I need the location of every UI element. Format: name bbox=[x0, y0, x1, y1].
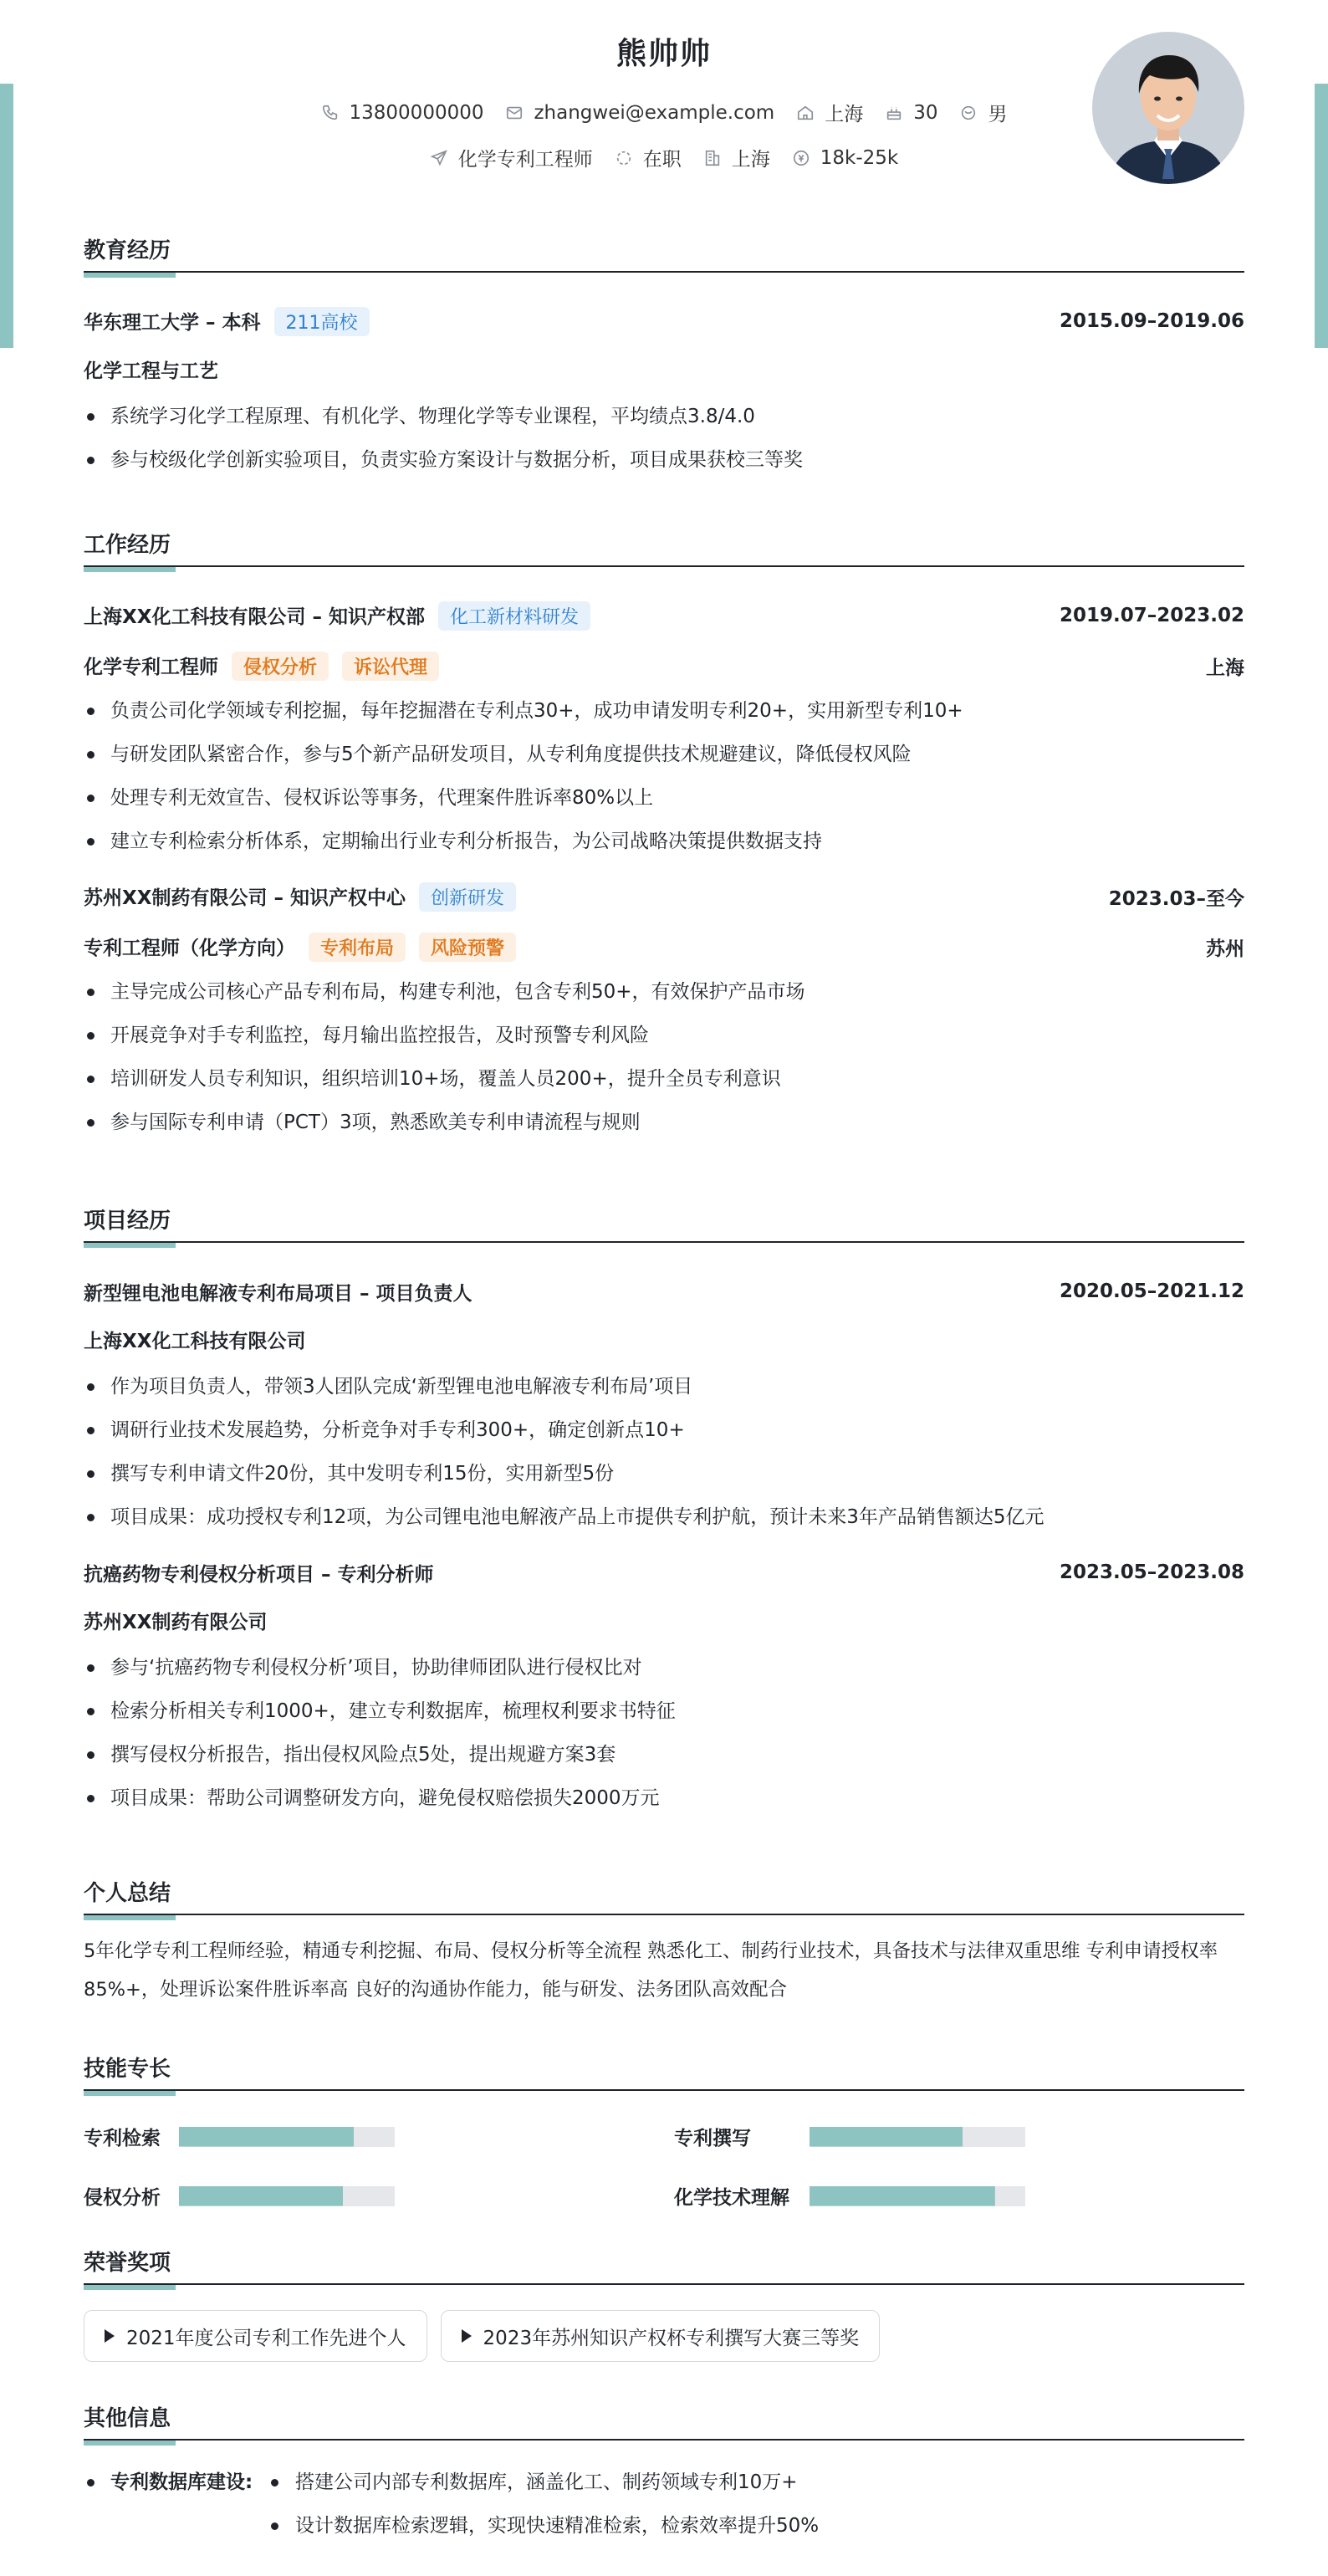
bullet-list bbox=[84, 1646, 1244, 1820]
job-intent-row bbox=[84, 144, 1244, 171]
company-line bbox=[84, 601, 590, 631]
skill-label: 专利检索 bbox=[84, 2128, 161, 2149]
email-icon bbox=[505, 104, 524, 122]
project-company: 上海XX化工科技有限公司 bbox=[84, 1331, 306, 1352]
school-tag: 211高校 bbox=[274, 307, 370, 336]
skill-label: 侵权分析 bbox=[84, 2187, 161, 2209]
salary-item bbox=[792, 147, 898, 169]
other-sub-text: 搭建公司内部专利数据库，涵盖化工、制药领域专利10万+ bbox=[295, 2471, 798, 2493]
building-icon bbox=[703, 149, 722, 167]
resume-header bbox=[84, 0, 1244, 209]
position-title: 化学专利工程师 bbox=[84, 656, 218, 678]
skill-item bbox=[674, 2182, 1244, 2210]
project-item bbox=[84, 1556, 1244, 1820]
avatar bbox=[1092, 32, 1244, 184]
list-item: 负责公司化学领域专利挖掘，每年挖掘潜在专利点30+，成功申请发明专利20+，实用新型专利10+ bbox=[84, 689, 1244, 733]
section-divider bbox=[84, 1241, 1244, 1243]
company-name: 上海XX化工科技有限公司 – 知识产权部 bbox=[84, 606, 425, 628]
job-title-item bbox=[430, 144, 593, 171]
job-title-text: 化学专利工程师 bbox=[457, 149, 593, 171]
age-item bbox=[885, 102, 937, 124]
section-divider bbox=[84, 2089, 1244, 2091]
honors-section bbox=[84, 2246, 1244, 2362]
resume-page bbox=[84, 0, 1244, 2537]
skill-bar bbox=[179, 2127, 395, 2147]
skill-tag: 专利布局 bbox=[309, 933, 406, 962]
section-title: 技能专长 bbox=[84, 2057, 171, 2082]
section-title: 其他信息 bbox=[84, 2406, 171, 2431]
phone-item bbox=[321, 102, 484, 124]
skill-label: 专利撰写 bbox=[674, 2128, 751, 2149]
skill-tag: 风险预警 bbox=[419, 933, 516, 962]
section-title: 教育经历 bbox=[84, 238, 171, 263]
honor-item bbox=[441, 2310, 881, 2362]
triangle-icon bbox=[462, 2329, 472, 2343]
position-line bbox=[84, 933, 516, 962]
list-item: 调研行业技术发展趋势，分析竞争对手专利300+，确定创新点10+ bbox=[84, 1408, 1244, 1452]
list-item: 处理专利无效宣告、侵权诉讼等事务，代理案件胜诉率80%以上 bbox=[84, 776, 1244, 820]
skill-label: 化学技术理解 bbox=[674, 2187, 789, 2209]
home-icon bbox=[796, 104, 815, 122]
bullet-dot bbox=[87, 2479, 94, 2487]
left-accent-bar bbox=[0, 84, 13, 348]
skill-item bbox=[674, 2123, 1244, 2150]
status-text: 在职 bbox=[642, 149, 682, 171]
section-divider bbox=[84, 2439, 1244, 2441]
date-range: 2019.07–2023.02 bbox=[1059, 605, 1244, 626]
list-item: 开展竞争对手专利监控，每月输出监控报告，及时预警专利风险 bbox=[84, 1014, 1244, 1057]
location-text: 上海 bbox=[825, 104, 864, 125]
phone-text: 13800000000 bbox=[349, 101, 484, 124]
gender-icon bbox=[959, 104, 978, 122]
salary-text: 18k-25k bbox=[820, 146, 899, 169]
project-company: 苏州XX制药有限公司 bbox=[84, 1612, 268, 1633]
skill-bar bbox=[179, 2186, 395, 2206]
other-section bbox=[84, 2402, 1244, 2548]
other-sub-item bbox=[271, 2461, 798, 2504]
list-item: 参与国际专利申请（PCT）3项，熟悉欧美专利申请流程与规则 bbox=[84, 1101, 1244, 1144]
skills-section bbox=[84, 2052, 1244, 2210]
honor-item bbox=[84, 2310, 427, 2362]
list-item: 系统学习化学工程原理、有机化学、物理化学等专业课程，平均绩点3.8/4.0 bbox=[84, 395, 1244, 438]
location-item bbox=[796, 99, 863, 126]
work-city: 苏州 bbox=[1206, 938, 1244, 960]
education-section bbox=[84, 234, 1244, 482]
age-text: 30 bbox=[913, 101, 938, 124]
date-range: 2020.05–2021.12 bbox=[1059, 1280, 1244, 1302]
project-item bbox=[84, 1275, 1244, 1539]
list-item: 与研发团队紧密合作，参与5个新产品研发项目，从专利角度提供技术规避建议，降低侵权风险 bbox=[84, 733, 1244, 776]
list-item: 参与‘抗癌药物专利侵权分析’项目，协助律师团队进行侵权比对 bbox=[84, 1646, 1244, 1689]
contact-row bbox=[84, 99, 1244, 126]
industry-tag: 创新研发 bbox=[419, 882, 516, 912]
list-item: 项目成果：帮助公司调整研发方向，避免侵权赔偿损失2000万元 bbox=[84, 1776, 1244, 1820]
triangle-icon bbox=[105, 2329, 115, 2343]
status-item bbox=[615, 144, 682, 171]
section-title: 项目经历 bbox=[84, 1209, 171, 1234]
skill-tag: 诉讼代理 bbox=[342, 652, 439, 681]
right-accent-bar bbox=[1315, 84, 1328, 348]
bullet-list bbox=[84, 1365, 1244, 1539]
list-item: 建立专利检索分析体系，定期输出行业专利分析报告，为公司战略决策提供数据支持 bbox=[84, 820, 1244, 863]
work-section bbox=[84, 529, 1244, 1144]
major: 化学工程与工艺 bbox=[84, 360, 218, 382]
list-item: 检索分析相关专利1000+，建立专利数据库，梳理权利要求书特征 bbox=[84, 1689, 1244, 1733]
date-range: 2023.05–2023.08 bbox=[1059, 1561, 1244, 1583]
gender-item bbox=[959, 99, 1007, 126]
section-divider bbox=[84, 2283, 1244, 2285]
skill-bar-fill bbox=[179, 2127, 354, 2147]
city-item bbox=[703, 144, 770, 171]
list-item: 参与校级化学创新实验项目，负责实验方案设计与数据分析，项目成果获校三等奖 bbox=[84, 438, 1244, 482]
date-range: 2015.09–2019.06 bbox=[1059, 310, 1244, 332]
work-item bbox=[84, 599, 1244, 863]
city-text: 上海 bbox=[731, 149, 770, 171]
company-line bbox=[84, 882, 516, 912]
other-label: 专利数据库建设: bbox=[110, 2471, 253, 2493]
bullet-dot bbox=[271, 2522, 278, 2530]
loading-icon bbox=[615, 149, 633, 167]
cake-icon bbox=[885, 104, 903, 122]
list-item bbox=[84, 2461, 1244, 2504]
bullet-list bbox=[84, 689, 1244, 863]
list-item: 撰写侵权分析报告，指出侵权风险点5处，提出规避方案3套 bbox=[84, 1733, 1244, 1776]
skill-bar bbox=[810, 2127, 1025, 2147]
email-text: zhangwei@example.com bbox=[534, 101, 775, 124]
other-info bbox=[84, 2461, 1244, 2548]
skill-item bbox=[84, 2182, 674, 2210]
date-range: 2023.03–至今 bbox=[1108, 887, 1244, 910]
bullet-list bbox=[84, 395, 1244, 482]
section-title: 个人总结 bbox=[84, 1881, 171, 1906]
gender-text: 男 bbox=[988, 104, 1008, 125]
list-item: 项目成果：成功授权专利12项，为公司锂电池电解液产品上市提供专利护航，预计未来3年产品销售额达5亿元 bbox=[84, 1495, 1244, 1539]
education-item bbox=[84, 304, 1244, 482]
section-title: 工作经历 bbox=[84, 533, 171, 558]
bullet-list bbox=[84, 970, 1244, 1144]
skill-bar-fill bbox=[179, 2186, 343, 2206]
position-line bbox=[84, 652, 439, 681]
company-name: 苏州XX制药有限公司 – 知识产权中心 bbox=[84, 887, 406, 909]
bullet-dot bbox=[271, 2479, 278, 2487]
skill-item bbox=[84, 2123, 674, 2150]
section-title: 荣誉奖项 bbox=[84, 2251, 171, 2276]
send-icon bbox=[430, 149, 448, 167]
skill-bar bbox=[810, 2186, 1025, 2206]
honor-list bbox=[84, 2310, 1244, 2362]
section-divider bbox=[84, 1914, 1244, 1915]
list-item: 培训研发人员专利知识，组织培训10+场，覆盖人员200+，提升全员专利意识 bbox=[84, 1057, 1244, 1101]
summary-text: 5年化学专利工程师经验，精通专利挖掘、布局、侵权分析等全流程 熟悉化工、制药行业技术，具备技术与法律双重思维 专利申请授权率85%+，处理诉讼案件胜诉率高 良好的沟通协作能力，能与研发、法务团队高效配合 bbox=[84, 1940, 1218, 2001]
position-title: 专利工程师（化学方向） bbox=[84, 937, 295, 959]
honor-text: 2021年度公司专利工作先进个人 bbox=[126, 2327, 406, 2349]
summary-section bbox=[84, 1877, 1244, 2009]
section-divider bbox=[84, 565, 1244, 567]
skills-grid bbox=[84, 2123, 1244, 2210]
list-item: 主导完成公司核心产品专利布局，构建专利池，包含专利50+，有效保护产品市场 bbox=[84, 970, 1244, 1014]
skill-tag: 侵权分析 bbox=[232, 652, 329, 681]
list-item: 作为项目负责人，带领3人团队完成‘新型锂电池电解液专利布局’项目 bbox=[84, 1365, 1244, 1408]
industry-tag: 化工新材料研发 bbox=[438, 601, 590, 631]
projects-section bbox=[84, 1204, 1244, 1820]
section-divider bbox=[84, 271, 1244, 273]
skill-bar-fill bbox=[810, 2186, 995, 2206]
list-item bbox=[84, 2504, 1244, 2548]
list-item: 撰写专利申请文件20份，其中发明专利15份，实用新型5份 bbox=[84, 1452, 1244, 1495]
work-city: 上海 bbox=[1206, 657, 1244, 679]
other-sub-text: 设计数据库检索逻辑，实现快速精准检索，检索效率提升50% bbox=[295, 2515, 820, 2537]
project-name: 新型锂电池电解液专利布局项目 – 项目负责人 bbox=[84, 1282, 472, 1305]
candidate-name: 熊帅帅 bbox=[615, 37, 712, 71]
project-name: 抗癌药物专利侵权分析项目 – 专利分析师 bbox=[84, 1563, 434, 1586]
school-name: 华东理工大学 – 本科 bbox=[84, 311, 261, 334]
work-item bbox=[84, 880, 1244, 1144]
coin-icon bbox=[792, 149, 810, 167]
school-line bbox=[84, 307, 370, 336]
skill-bar-fill bbox=[810, 2127, 963, 2147]
email-item bbox=[505, 102, 774, 124]
phone-icon bbox=[321, 104, 340, 122]
other-sub-item bbox=[271, 2504, 819, 2548]
avatar-portrait bbox=[1092, 32, 1244, 184]
honor-text: 2023年苏州知识产权杯专利撰写大赛三等奖 bbox=[483, 2327, 860, 2349]
